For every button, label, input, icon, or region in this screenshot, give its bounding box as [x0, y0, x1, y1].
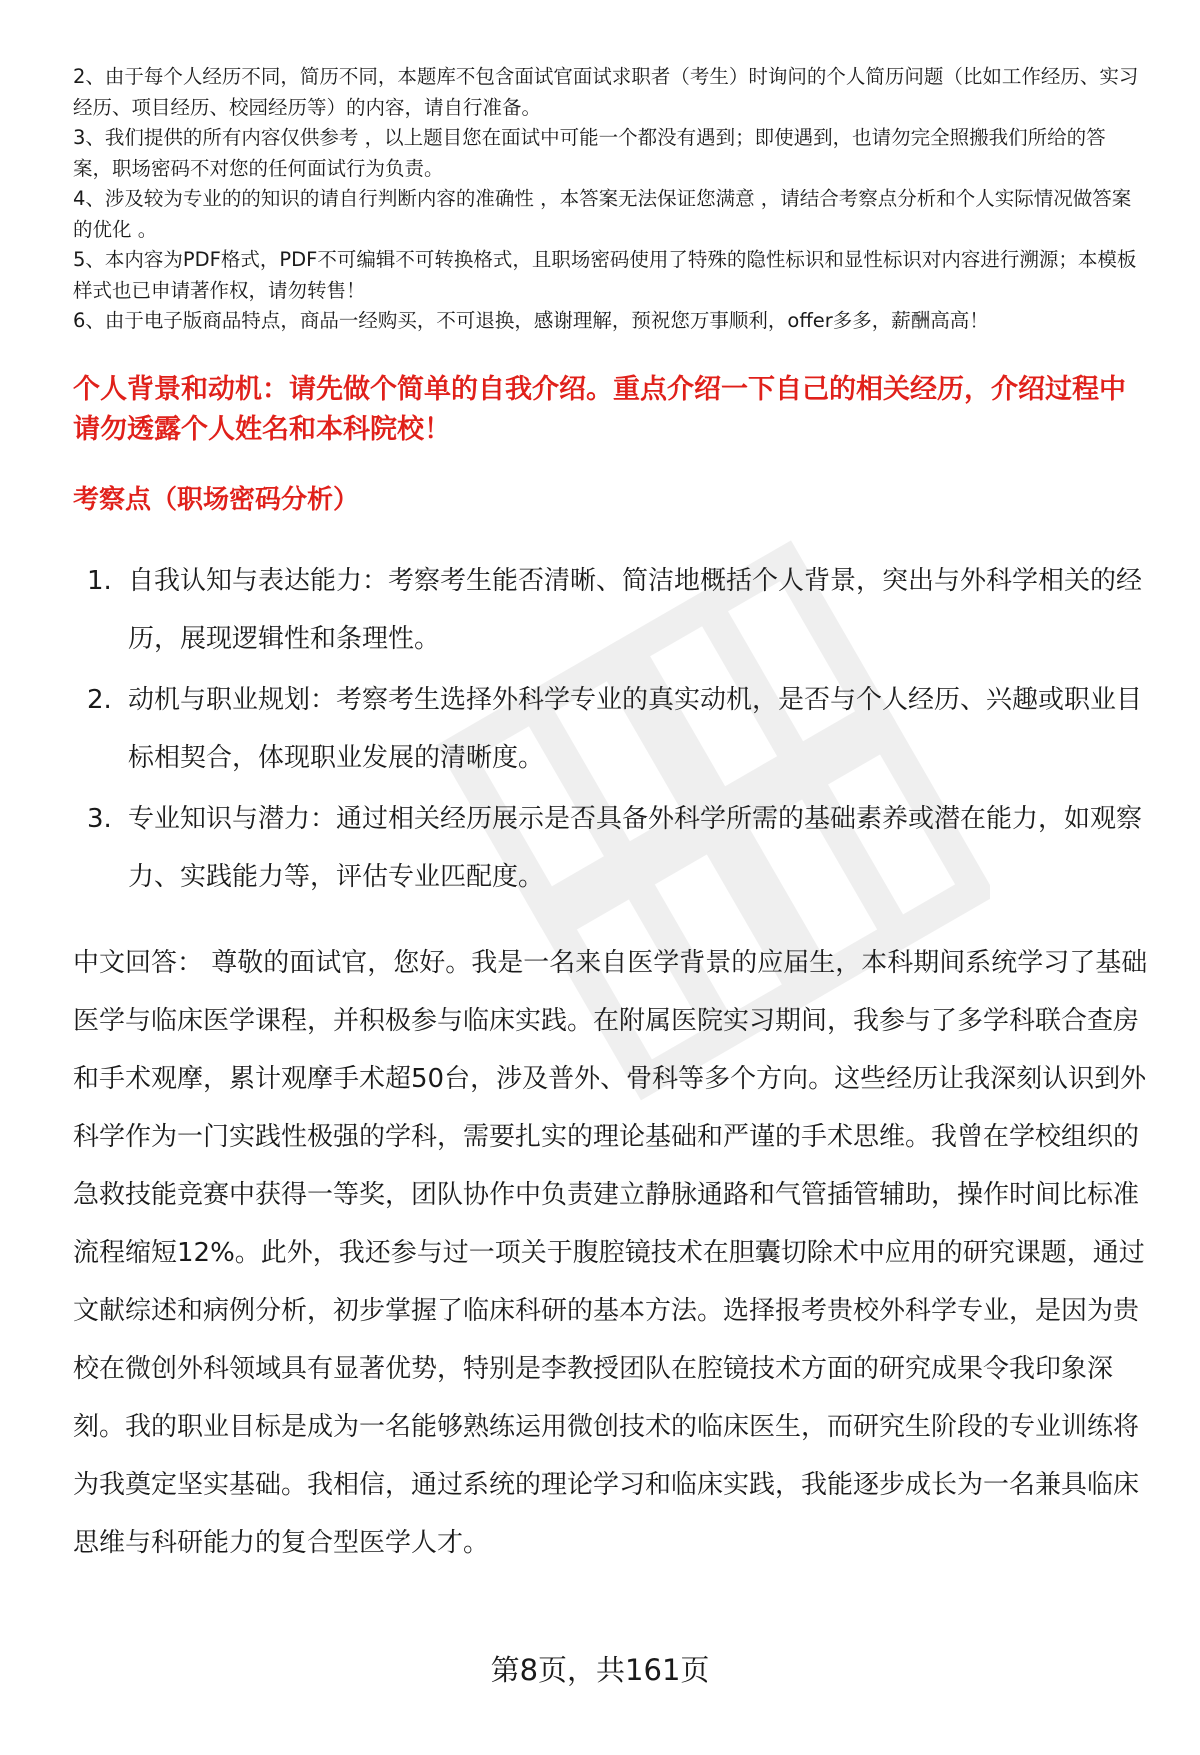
analysis-points-list [73, 552, 1153, 909]
disclaimer-notes [73, 62, 1143, 337]
analysis-heading: 考察点（职场密码分析） [73, 485, 360, 515]
list-item-number: 3. [87, 804, 112, 834]
page-number-footer: 第8页，共161页 [490, 1653, 710, 1687]
note-item: 2、由于每个人经历不同，简历不同，本题库不包含面试官面试求职者（考生）时询问的个人简历问题（比如工作经历、实习经历、项目经历、校园经历等）的内容，请自行准备。 [73, 65, 1139, 119]
list-item-text: 动机与职业规划：考察考生选择外科学专业的真实动机，是否与个人经历、兴趣或职业目标相契合，体现职业发展的清晰度。 [128, 685, 1143, 773]
list-item [73, 552, 1153, 668]
note-item: 4、涉及较为专业的的知识的请自行判断内容的准确性 ，本答案无法保证您满意 ，请结合考察点分析和个人实际情况做答案的优化 。 [73, 187, 1132, 241]
question-title: 个人背景和动机：请先做个简单的自我介绍。重点介绍一下自己的相关经历，介绍过程中请勿透露个人姓名和本科院校！ [73, 374, 1126, 445]
answer-paragraph: 中文回答： 尊敬的面试官，您好。我是一名来自医学背景的应届生，本科期间系统学习了基础医学与临床医学课程，并积极参与临床实践。在附属医院实习期间，我参与了多学科联合查房和手术观摩，累计观摩手术超50台，涉及普外、骨科等多个方向。这些经历让我深刻认识到外科学作为一门实践性极强的学科，需要扎实的理论基础和严谨的手术思维。我曾在学校组织的急救技能竞赛中获得一等奖，团队协作中负责建立静脉通路和气管插管辅助，操作时间比标准流程缩短12%。此外，我还参与过一项关于腹腔镜技术在胆囊切除术中应用的研究课题，通过文献综述和病例分析，初步掌握了临床科研的基本方法。选择报考贵校外科学专业，是因为贵校在微创外科领域具有显著优势，特别是李教授团队在腔镜技术方面的研究成果令我印象深刻。我的职业目标是成为一名能够熟练运用微创技术的临床医生，而研究生阶段的专业训练将为我奠定坚实基础。我相信，通过系统的理论学习和临床实践，我能逐步成长为一名兼具临床思维与科研能力的复合型医学人才。 [73, 948, 1148, 1558]
list-item-number: 2. [87, 685, 112, 715]
list-item [73, 671, 1153, 787]
note-item: 6、由于电子版商品特点，商品一经购买，不可退换，感谢理解，预祝您万事顺利，offer多多，薪酬高高！ [73, 309, 989, 332]
list-item-number: 1. [87, 566, 112, 596]
note-item: 5、本内容为PDF格式，PDF不可编辑不可转换格式，且职场密码使用了特殊的隐性标识和显性标识对内容进行溯源；本模板样式也已申请著作权，请勿转售！ [73, 248, 1137, 302]
list-item-text: 专业知识与潜力：通过相关经历展示是否具备外科学所需的基础素养或潜在能力，如观察力、实践能力等，评估专业匹配度。 [128, 804, 1143, 892]
note-item: 3、我们提供的所有内容仅供参考 ，以上题目您在面试中可能一个都没有遇到；即使遇到，也请勿完全照搬我们所给的答案，职场密码不对您的任何面试行为负责。 [73, 126, 1106, 180]
list-item-text: 自我认知与表达能力：考察考生能否清晰、简洁地概括个人背景，突出与外科学相关的经历，展现逻辑性和条理性。 [128, 566, 1143, 654]
list-item [73, 790, 1153, 906]
